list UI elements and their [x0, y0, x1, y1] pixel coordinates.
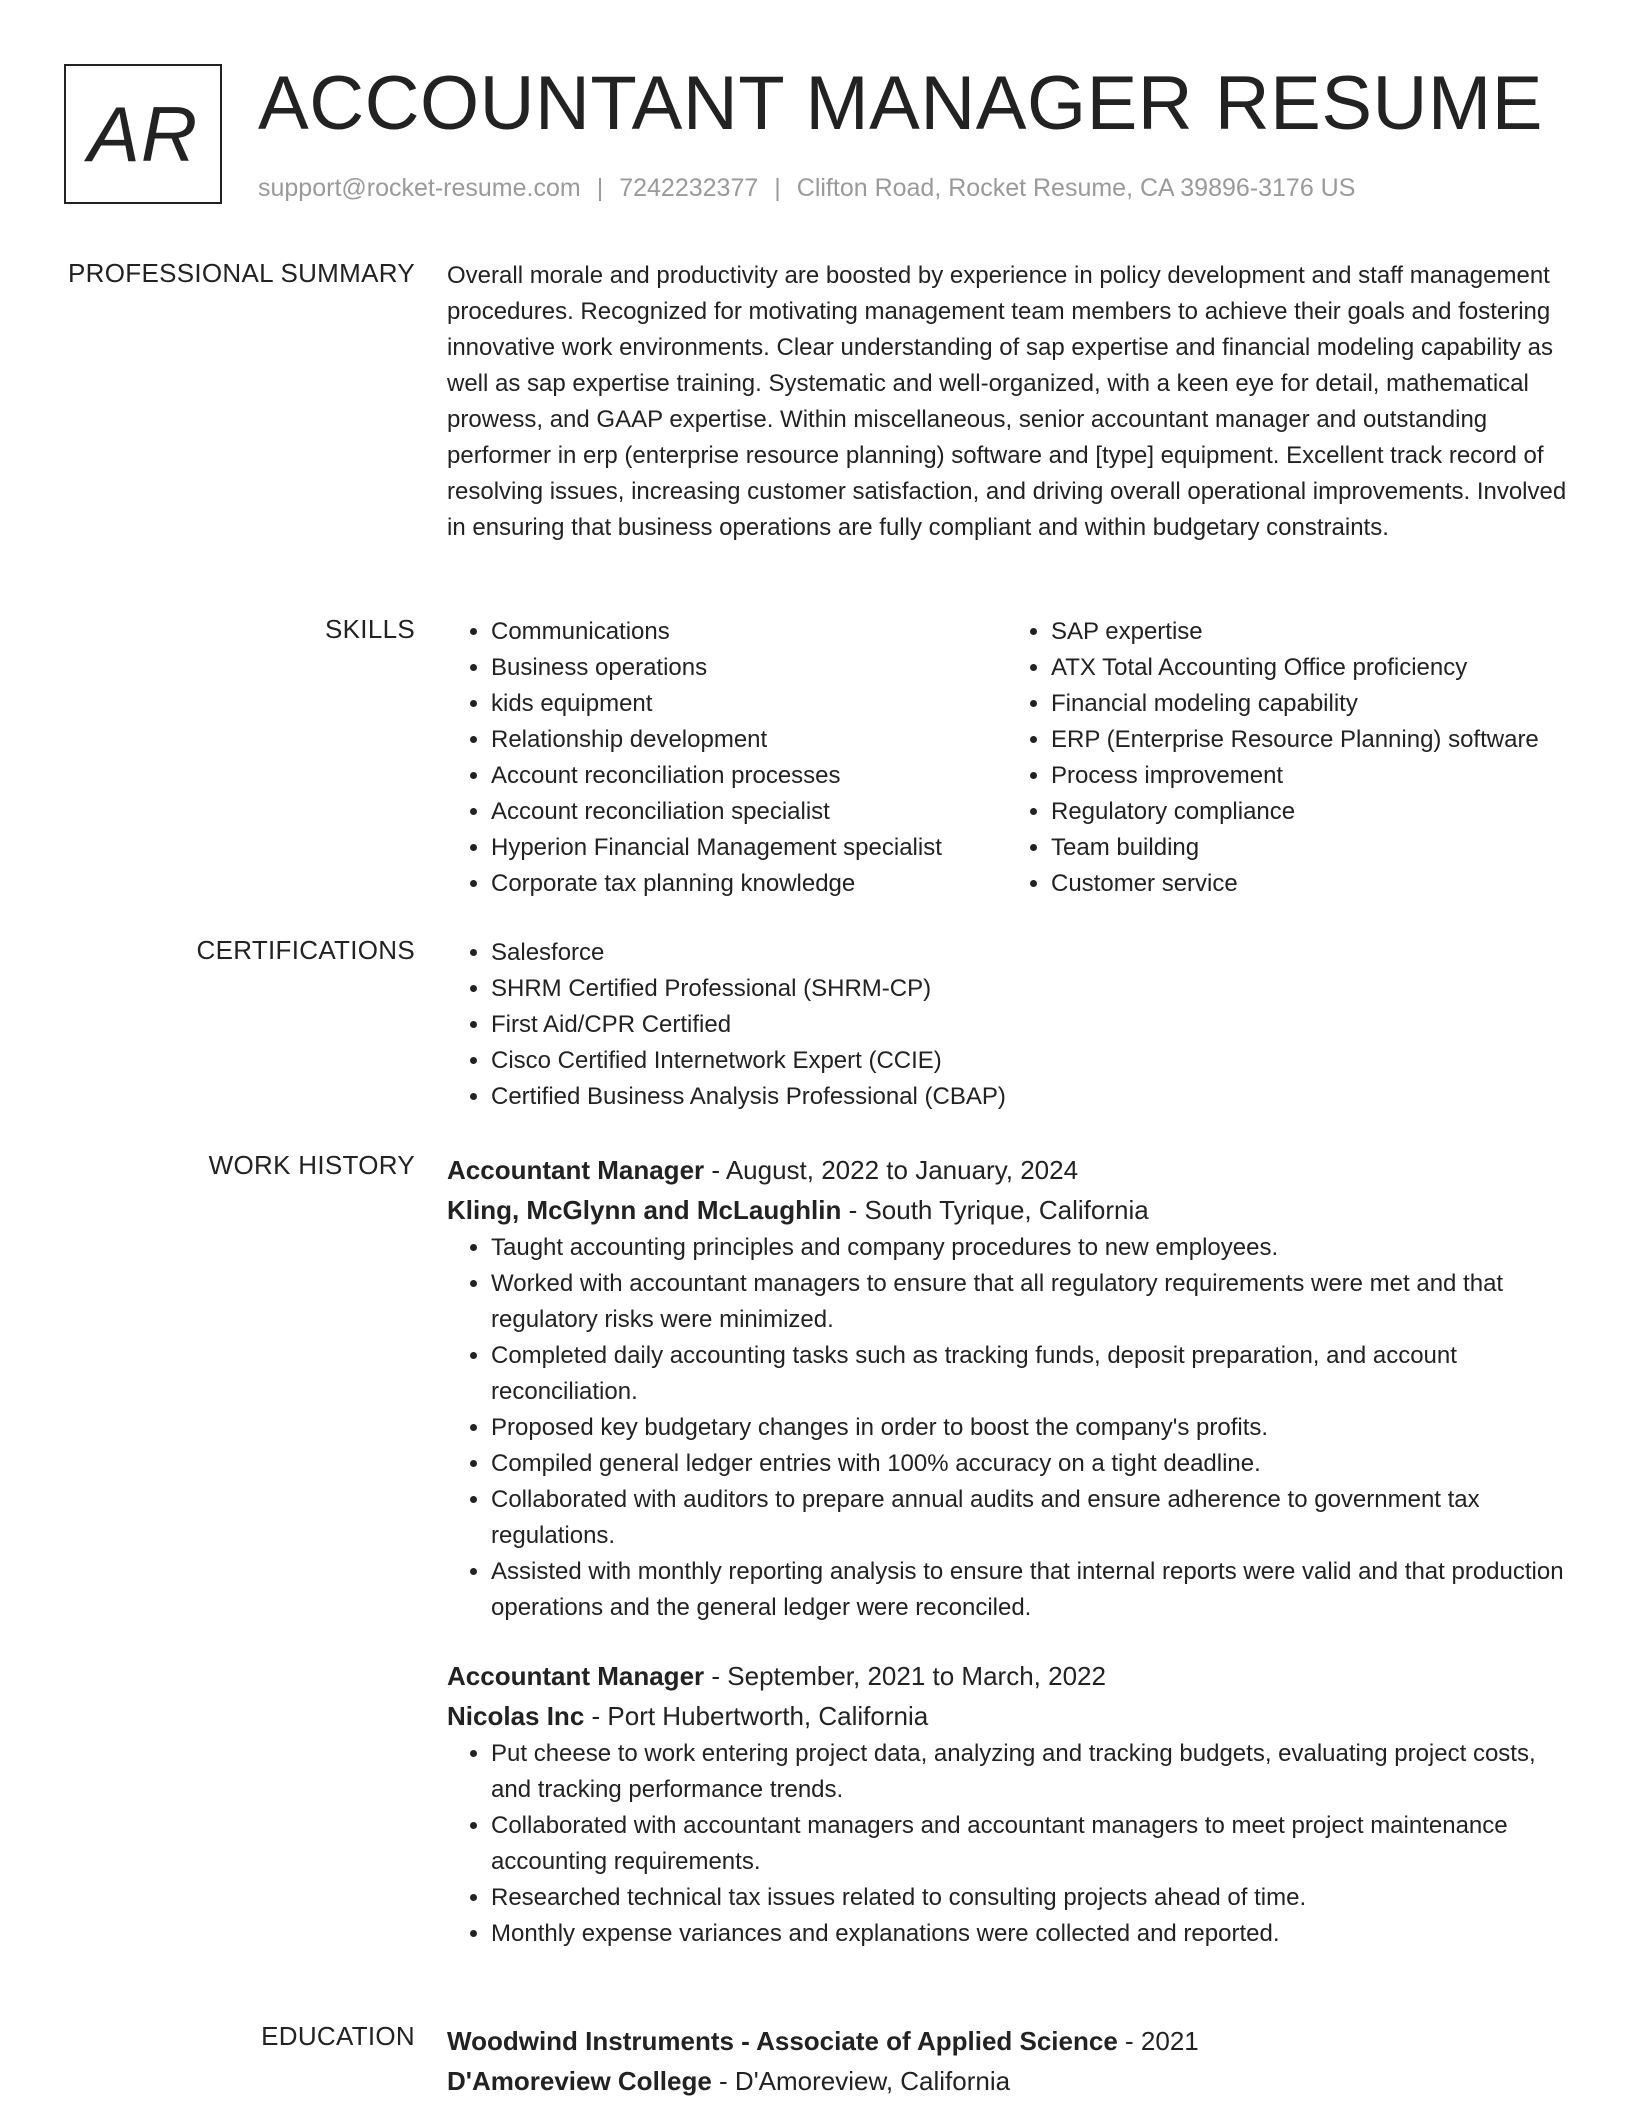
- contact-separator: |: [774, 174, 781, 202]
- certification-item: • SHRM Certified Professional (SHRM-CP): [491, 971, 1567, 1007]
- education-school: D'Amoreview College: [447, 2066, 712, 2096]
- job-bullet: • Taught accounting principles and company procedures to new employees.: [491, 1230, 1567, 1266]
- skill-item: • Hyperion Financial Management specialist: [491, 830, 1007, 866]
- job-company: Nicolas Inc: [447, 1701, 585, 1731]
- skill-item: • Process improvement: [1051, 758, 1567, 794]
- skill-item: • Financial modeling capability: [1051, 686, 1567, 722]
- job-company: Kling, McGlynn and McLaughlin: [447, 1195, 842, 1225]
- job-bullet: • Proposed key budgetary changes in order to boost the company's profits.: [491, 1410, 1567, 1446]
- resume-header: [64, 61, 1584, 214]
- job-entry: [447, 1150, 1567, 1626]
- certification-item: • Salesforce: [491, 935, 1567, 971]
- certifications-list: [447, 935, 1567, 1115]
- job-bullet: • Monthly expense variances and explanations were collected and reported.: [491, 1916, 1567, 1952]
- work-history-content: [447, 1150, 1567, 1952]
- job-location: - Port Hubertworth, California: [584, 1701, 929, 1731]
- certification-item: • Certified Business Analysis Professional (CBAP): [491, 1079, 1567, 1115]
- job-title-line: [447, 1150, 1567, 1190]
- skill-item: • kids equipment: [491, 686, 1007, 722]
- job-bullet: • Completed daily accounting tasks such as tracking funds, deposit preparation, and account reconciliation.: [491, 1338, 1567, 1410]
- job-bullet: • Collaborated with accountant managers and accountant managers to meet project maintenance accounting requirements.: [491, 1808, 1567, 1880]
- contact-email: support@rocket-resume.com: [258, 174, 581, 202]
- job-location: - South Tyrique, California: [841, 1195, 1149, 1225]
- summary-text: Overall morale and productivity are boosted by experience in policy development and staff management procedures. Recognized for motivating management team members to achieve their goals and fostering innovative work environments. Clear understanding of sap expertise and financial modeling capability as well as sap expertise training. Systematic and well-organized, with a keen eye for detail, mathematical prowess, and GAAP expertise. Within miscellaneous, senior accountant manager and outstanding performer in erp (enterprise resource planning) software and [type] equipment. Excellent track record of resolving issues, increasing customer satisfaction, and driving overall operational improvements. Involved in ensuring that business operations are fully compliant and within budgetary constraints.: [447, 262, 1567, 541]
- certifications-content: [447, 935, 1567, 1115]
- job-bullet: • Collaborated with auditors to prepare annual audits and ensure adherence to government tax regulations.: [491, 1482, 1567, 1554]
- skill-item: • Corporate tax planning knowledge: [491, 866, 1007, 902]
- skill-item: • Account reconciliation specialist: [491, 794, 1007, 830]
- education-degree-line: [447, 2021, 1567, 2061]
- summary-content: [447, 258, 1567, 546]
- job-bullets: [447, 1736, 1567, 1952]
- skills-list-left: [447, 614, 1007, 902]
- skill-item: • Team building: [1051, 830, 1567, 866]
- job-bullets: [447, 1230, 1567, 1626]
- job-bullet: • Worked with accountant managers to ensure that all regulatory requirements were met and that regulatory risks were minimized.: [491, 1266, 1567, 1338]
- job-dates: - August, 2022 to January, 2024: [704, 1155, 1079, 1185]
- section-label-education: EDUCATION: [261, 2021, 415, 2051]
- skill-item: • ATX Total Accounting Office proficiency: [1051, 650, 1567, 686]
- certification-item: • First Aid/CPR Certified: [491, 1007, 1567, 1043]
- section-label-work-history: WORK HISTORY: [208, 1150, 415, 1180]
- contact-phone: 7242232377: [619, 174, 759, 202]
- education-content: [447, 2021, 1567, 2101]
- skill-item: • Communications: [491, 614, 1007, 650]
- contact-address: Clifton Road, Rocket Resume, CA 39896-3176 US: [796, 174, 1356, 202]
- skills-list-right: [1007, 614, 1567, 902]
- contact-separator: |: [596, 174, 604, 202]
- job-company-line: [447, 1696, 1567, 1736]
- job-title: Accountant Manager: [447, 1661, 705, 1691]
- education-location: - D'Amoreview, California: [711, 2066, 1011, 2096]
- job-entry: [447, 1656, 1567, 1952]
- section-label-certifications: CERTIFICATIONS: [196, 935, 415, 965]
- skill-item: • Account reconciliation processes: [491, 758, 1007, 794]
- job-company-line: [447, 1190, 1567, 1230]
- job-bullet: • Compiled general ledger entries with 100% accuracy on a tight deadline.: [491, 1446, 1567, 1482]
- education-school-line: [447, 2061, 1567, 2101]
- contact-line: [258, 174, 1355, 203]
- skill-item: • SAP expertise: [1051, 614, 1567, 650]
- job-bullet: • Researched technical tax issues related to consulting projects ahead of time.: [491, 1880, 1567, 1916]
- job-title: Accountant Manager: [447, 1155, 705, 1185]
- skill-item: • Customer service: [1051, 866, 1567, 902]
- section-label-summary: PROFESSIONAL SUMMARY: [68, 258, 415, 288]
- resume-title: ACCOUNTANT MANAGER RESUME: [258, 61, 1543, 146]
- job-dates: - September, 2021 to March, 2022: [704, 1661, 1106, 1691]
- skill-item: • Regulatory compliance: [1051, 794, 1567, 830]
- monogram: AR: [64, 64, 222, 204]
- education-year: - 2021: [1117, 2026, 1199, 2056]
- skills-content: [447, 614, 1567, 902]
- job-bullet: • Put cheese to work entering project data, analyzing and tracking budgets, evaluating project costs, and tracking performance trends.: [491, 1736, 1567, 1808]
- skill-item: • ERP (Enterprise Resource Planning) software: [1051, 722, 1567, 758]
- education-degree: Woodwind Instruments - Associate of Applied Science: [447, 2026, 1118, 2056]
- certification-item: • Cisco Certified Internetwork Expert (CCIE): [491, 1043, 1567, 1079]
- skill-item: • Business operations: [491, 650, 1007, 686]
- job-title-line: [447, 1656, 1567, 1696]
- job-bullet: • Assisted with monthly reporting analysis to ensure that internal reports were valid and that production operations and the general ledger were reconciled.: [491, 1554, 1567, 1626]
- skill-item: • Relationship development: [491, 722, 1007, 758]
- section-label-skills: SKILLS: [325, 614, 415, 644]
